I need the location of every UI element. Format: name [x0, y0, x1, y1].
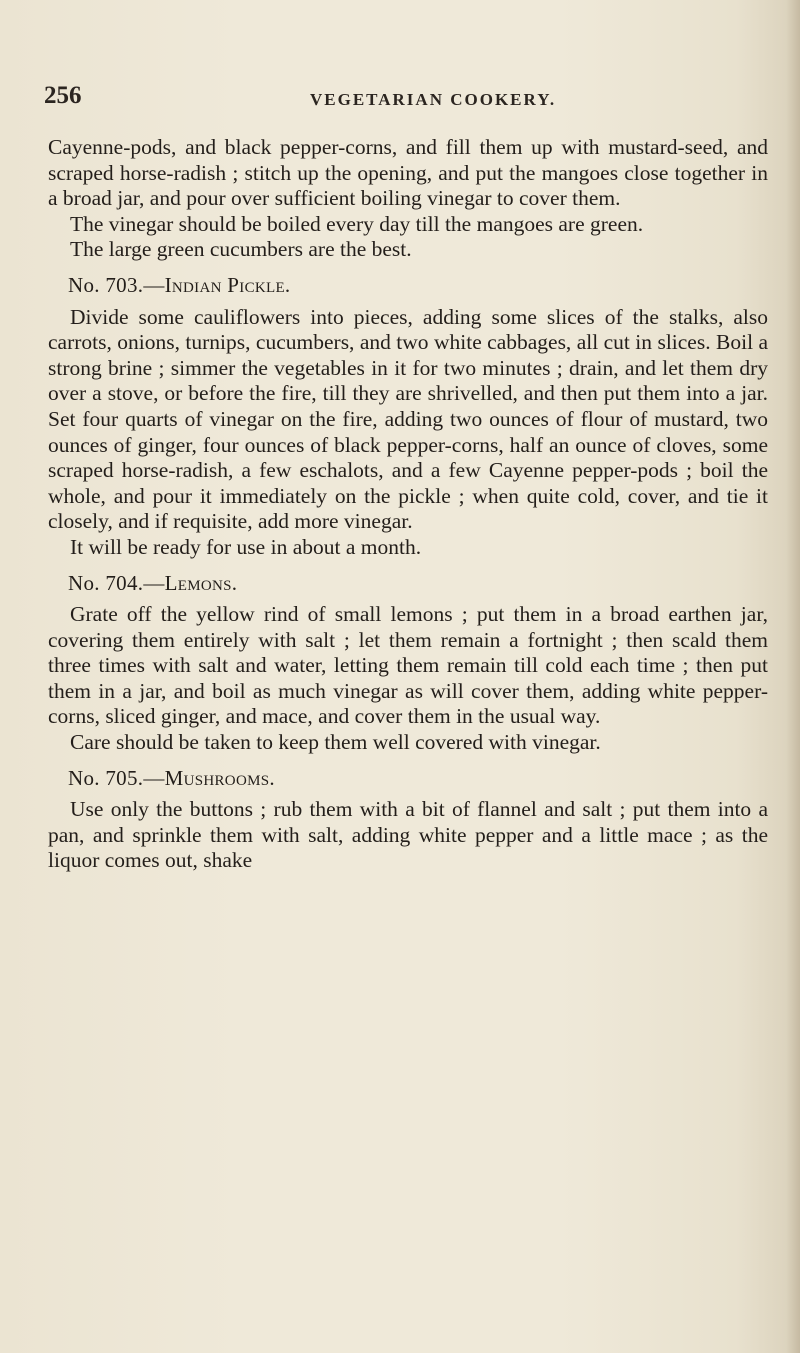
recipe-number: No. 703.— — [68, 272, 165, 297]
recipe-title: Lemons. — [164, 570, 238, 595]
paragraph: Grate off the yellow rind of small lemons ; put them in a broad earthen jar, covering them entirely with salt ; let them remain a fortnight ; then scald them three times with salt and water, letting them remain till cold each time ; then put them in a jar, and boil as much vinegar as will cover them, adding white pepper-corns, sliced ginger, and mace, and cover them in the usual way. — [48, 602, 768, 729]
recipe-number: No. 705.— — [68, 765, 165, 790]
paragraph: It will be ready for use in about a month. — [70, 534, 422, 559]
recipe-title: Indian Pickle. — [164, 272, 291, 297]
page-number: 256 — [44, 82, 82, 109]
running-head: VEGETARIAN COOKERY. — [310, 90, 557, 109]
recipe-heading — [48, 766, 768, 792]
paragraph: Use only the buttons ; rub them with a bit of flannel and salt ; put them into a pan, and sprinkle them with salt, adding white pepper and a little mace ; as the liquor comes out, shake — [48, 797, 768, 873]
page-body — [48, 135, 768, 874]
recipe-title: Mushrooms. — [164, 765, 275, 790]
paragraph: The large green cucumbers are the best. — [70, 237, 412, 262]
page-header — [0, 82, 800, 118]
paragraph: Cayenne-pods, and black pepper-corns, and fill them up with mustard-seed, and scraped horse-radish ; stitch up the opening, and put the mangoes close together in a broad jar, and pour over sufficient boiling vinegar to cover them. — [48, 135, 768, 211]
page-edge-shadow — [786, 0, 800, 1353]
recipe-heading — [48, 571, 768, 597]
paragraph: Divide some cauliflowers into pieces, adding some slices of the stalks, also carrots, onions, turnips, cucumbers, and two white cabbages, all cut in slices. Boil a strong brine ; simmer the vegetables in it for two minutes ; drain, and let them dry over a stove, or before the fire, till they are shrivelled, and then put them into a jar. Set four quarts of vinegar on the fire, adding two ounces of flour of mustard, two ounces of ginger, four ounces of black pepper-corns, half an ounce of cloves, some scraped horse-radish, a few eschalots, and a few Cayenne pepper-pods ; boil the whole, and pour it immediately on the pickle ; when quite cold, cover, and tie it closely, and if requisite, add more vinegar. — [48, 304, 768, 534]
paragraph: The vinegar should be boiled every day till the mangoes are green. — [70, 211, 644, 236]
recipe-number: No. 704.— — [68, 570, 165, 595]
recipe-heading — [48, 273, 768, 299]
paragraph: Care should be taken to keep them well covered with vinegar. — [70, 730, 601, 755]
